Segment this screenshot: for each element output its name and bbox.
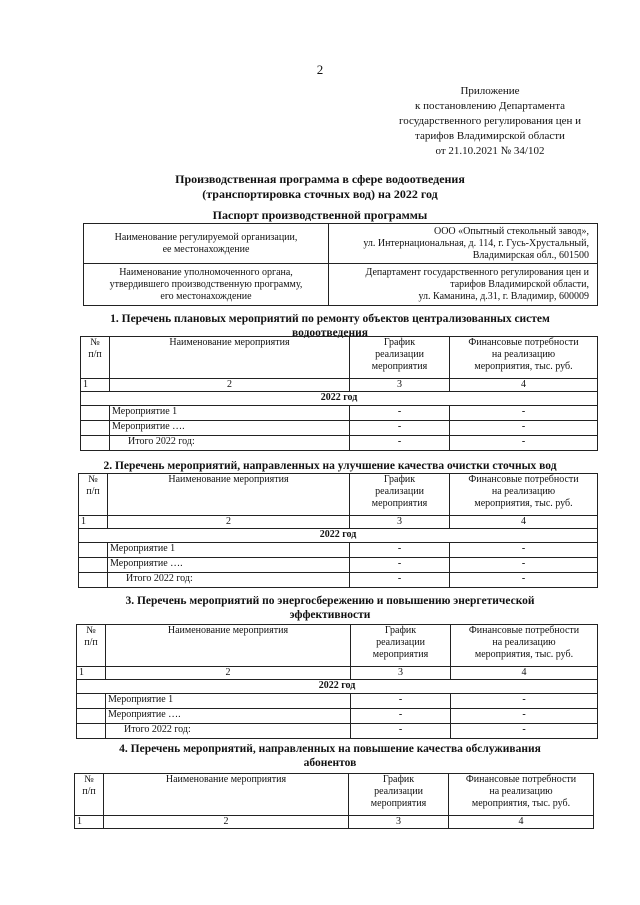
t: мероприятия bbox=[371, 498, 428, 509]
t: График bbox=[384, 625, 417, 636]
row-schedule: - bbox=[350, 573, 450, 588]
passport-table bbox=[83, 223, 598, 306]
row-schedule: - bbox=[350, 421, 450, 436]
row-finance: - bbox=[451, 694, 598, 709]
row-finance: - bbox=[450, 558, 598, 573]
t: на реализацию bbox=[492, 637, 556, 648]
page-number: 2 bbox=[316, 62, 324, 77]
col-number: 1 bbox=[79, 516, 108, 529]
cell-text: ул. Интернациональная, д. 114, г. Гусь-Хрустальный, bbox=[363, 237, 589, 249]
cell-text: Департамент государственного регулирования цен и bbox=[365, 266, 589, 278]
t: № bbox=[88, 474, 98, 485]
t: реализации bbox=[375, 349, 424, 360]
col-number: 3 bbox=[350, 379, 450, 392]
t: мероприятия, тыс. руб. bbox=[471, 798, 571, 809]
row-num bbox=[81, 421, 110, 436]
row-schedule: - bbox=[350, 543, 450, 558]
row-num bbox=[81, 406, 110, 421]
col-number: 2 bbox=[110, 379, 350, 392]
t: п/п bbox=[84, 637, 98, 648]
col-number: 3 bbox=[350, 516, 450, 529]
row-event: Мероприятие 1 bbox=[108, 543, 350, 558]
row-finance: - bbox=[450, 543, 598, 558]
row-schedule: - bbox=[350, 558, 450, 573]
year-row: 2022 год bbox=[81, 392, 598, 406]
t: График bbox=[383, 337, 416, 348]
cell-text: тарифов Владимирской области, bbox=[450, 278, 589, 290]
col-number: 1 bbox=[75, 816, 104, 829]
row-num bbox=[79, 573, 108, 588]
header-num bbox=[75, 774, 104, 816]
col-number: 4 bbox=[449, 816, 594, 829]
appendix-line: от 21.10.2021 № 34/102 bbox=[435, 145, 545, 157]
row-total: Итого 2022 год: bbox=[106, 724, 351, 739]
document-title bbox=[120, 172, 520, 202]
section-line: абонентов bbox=[303, 757, 357, 769]
events-table-2 bbox=[78, 473, 598, 588]
t: № bbox=[90, 337, 100, 348]
t: п/п bbox=[88, 349, 102, 360]
header-schedule bbox=[351, 625, 451, 667]
t: реализации bbox=[376, 637, 425, 648]
section-2-heading bbox=[70, 459, 590, 473]
header-finance bbox=[450, 474, 598, 516]
t: на реализацию bbox=[491, 349, 556, 360]
t: мероприятия bbox=[371, 361, 428, 372]
cell-text: Наименование регулируемой организации, bbox=[114, 231, 298, 243]
col-number: 3 bbox=[351, 667, 451, 680]
t: реализации bbox=[375, 486, 424, 497]
header-num bbox=[77, 625, 106, 667]
year-row: 2022 год bbox=[79, 529, 598, 543]
header-finance bbox=[451, 625, 598, 667]
t: № bbox=[86, 625, 96, 636]
col-number: 2 bbox=[104, 816, 349, 829]
t: мероприятия, тыс. руб. bbox=[474, 649, 574, 660]
row-finance: - bbox=[451, 709, 598, 724]
section-4-heading bbox=[70, 742, 590, 770]
row-num bbox=[77, 709, 106, 724]
row-finance: - bbox=[450, 421, 598, 436]
cell-text: его местонахождение bbox=[160, 290, 252, 302]
t: мероприятия bbox=[370, 798, 427, 809]
t: реализации bbox=[374, 786, 423, 797]
cell-text: Владимирская обл., 601500 bbox=[472, 249, 589, 261]
header-finance bbox=[449, 774, 594, 816]
row-finance: - bbox=[450, 436, 598, 451]
row-schedule: - bbox=[351, 694, 451, 709]
row-event: Мероприятие …. bbox=[106, 709, 351, 724]
col-number: 2 bbox=[108, 516, 350, 529]
header-name: Наименование мероприятия bbox=[108, 474, 350, 516]
cell-text: ул. Каманина, д.31, г. Владимир, 600009 bbox=[418, 290, 589, 302]
section-3-heading bbox=[70, 594, 590, 622]
col-number: 1 bbox=[81, 379, 110, 392]
passport-heading: Паспорт производственной программы bbox=[212, 208, 428, 222]
col-number: 3 bbox=[349, 816, 449, 829]
appendix-block bbox=[380, 84, 600, 159]
col-number: 4 bbox=[451, 667, 598, 680]
passport-cell bbox=[329, 224, 598, 264]
section-line: 3. Перечень мероприятий по энергосбережению и повышению энергетической bbox=[125, 595, 535, 607]
header-finance bbox=[450, 337, 598, 379]
title-line: (транспортировка сточных вод) на 2022 год bbox=[202, 187, 438, 201]
section-line: 2. Перечень мероприятий, направленных на улучшение качества очистки сточных вод bbox=[103, 460, 557, 472]
events-table-3 bbox=[76, 624, 598, 739]
row-schedule: - bbox=[350, 406, 450, 421]
appendix-line: государственного регулирования цен и bbox=[398, 115, 582, 127]
t: на реализацию bbox=[489, 786, 553, 797]
col-number: 4 bbox=[450, 379, 598, 392]
header-schedule bbox=[349, 774, 449, 816]
row-finance: - bbox=[450, 573, 598, 588]
t: п/п bbox=[86, 486, 100, 497]
cell-text: Наименование уполномоченного органа, bbox=[119, 266, 293, 278]
t: мероприятия, тыс. руб. bbox=[474, 361, 573, 372]
row-event: Мероприятие …. bbox=[110, 421, 350, 436]
t: Финансовые потребности bbox=[468, 625, 580, 636]
appendix-line: Приложение bbox=[460, 85, 520, 97]
t: График bbox=[382, 774, 415, 785]
t: мероприятия, тыс. руб. bbox=[474, 498, 573, 509]
t: п/п bbox=[82, 786, 96, 797]
cell-text: утвердившего производственную программу, bbox=[109, 278, 303, 290]
cell-text: ее местонахождение bbox=[162, 243, 250, 255]
col-number: 2 bbox=[106, 667, 351, 680]
row-finance: - bbox=[451, 724, 598, 739]
events-table-4 bbox=[74, 773, 594, 829]
row-event: Мероприятие 1 bbox=[106, 694, 351, 709]
row-schedule: - bbox=[351, 709, 451, 724]
row-num bbox=[81, 436, 110, 451]
t: Финансовые потребности bbox=[468, 337, 579, 348]
row-event: Мероприятие …. bbox=[108, 558, 350, 573]
col-number: 1 bbox=[77, 667, 106, 680]
row-schedule: - bbox=[351, 724, 451, 739]
t: График bbox=[383, 474, 416, 485]
col-number: 4 bbox=[450, 516, 598, 529]
row-total: Итого 2022 год: bbox=[110, 436, 350, 451]
appendix-line: тарифов Владимирской области bbox=[415, 130, 565, 142]
t: мероприятия bbox=[372, 649, 429, 660]
row-num bbox=[79, 558, 108, 573]
header-num bbox=[81, 337, 110, 379]
section-line: 1. Перечень плановых мероприятий по ремонту объектов централизованных систем bbox=[110, 313, 550, 325]
row-event: Мероприятие 1 bbox=[110, 406, 350, 421]
header-name: Наименование мероприятия bbox=[104, 774, 349, 816]
row-finance: - bbox=[450, 406, 598, 421]
header-schedule bbox=[350, 474, 450, 516]
title-line: Производственная программа в сфере водоотведения bbox=[175, 172, 465, 186]
t: Финансовые потребности bbox=[465, 774, 577, 785]
events-table-1 bbox=[80, 336, 598, 451]
row-num bbox=[77, 724, 106, 739]
passport-cell bbox=[84, 224, 329, 264]
passport-cell bbox=[84, 264, 329, 306]
t: № bbox=[84, 774, 94, 785]
header-name: Наименование мероприятия bbox=[110, 337, 350, 379]
header-schedule bbox=[350, 337, 450, 379]
year-row: 2022 год bbox=[77, 680, 598, 694]
t: Финансовые потребности bbox=[468, 474, 579, 485]
section-line: водоотведения bbox=[292, 327, 368, 339]
t: на реализацию bbox=[491, 486, 556, 497]
header-name: Наименование мероприятия bbox=[106, 625, 351, 667]
appendix-line: к постановлению Департамента bbox=[414, 100, 566, 112]
row-num bbox=[79, 543, 108, 558]
header-num bbox=[79, 474, 108, 516]
section-line: 4. Перечень мероприятий, направленных на повышение качества обслуживания bbox=[119, 743, 541, 755]
row-total: Итого 2022 год: bbox=[108, 573, 350, 588]
cell-text: ООО «Опытный стекольный завод», bbox=[433, 225, 589, 237]
passport-cell bbox=[329, 264, 598, 306]
row-schedule: - bbox=[350, 436, 450, 451]
row-num bbox=[77, 694, 106, 709]
section-line: эффективности bbox=[289, 609, 371, 621]
